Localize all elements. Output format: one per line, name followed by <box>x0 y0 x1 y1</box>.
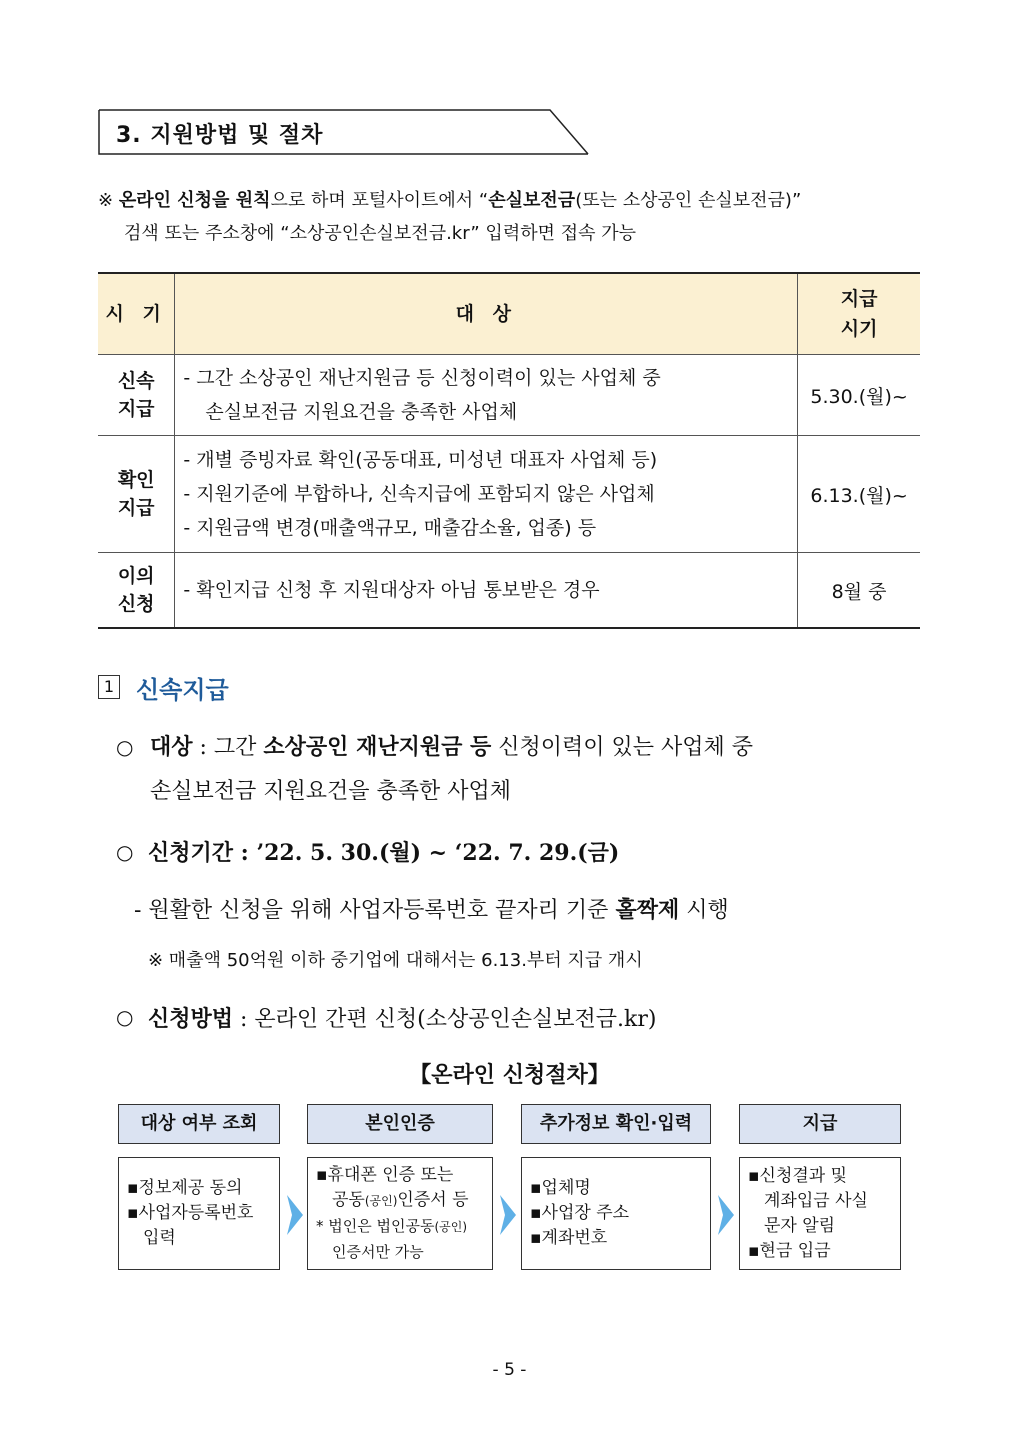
bullet-icon: ○ <box>116 840 134 864</box>
target-label: 대상 <box>150 734 193 760</box>
target-line-1: 대상 : 그간 소상공인 재난지원금 등 신청이력이 있는 사업체 중 <box>150 734 754 760</box>
section-title: 3. 지원방법 및 절차 <box>116 123 324 148</box>
step-1-head: 대상 여부 조회 <box>118 1104 280 1144</box>
step-2-head: 본인인증 <box>307 1104 493 1144</box>
period-cell: 확인 지급 <box>98 436 175 553</box>
notice-text-1: 으로 하며 포털사이트에서 “ <box>270 190 489 211</box>
step-4-head: 지급 <box>739 1104 901 1144</box>
bullet-icon: ○ <box>116 735 134 759</box>
bullet-icon: ○ <box>116 1005 134 1029</box>
section-heading <box>98 108 590 158</box>
application-method: 신청방법 : 온라인 간편 신청(소상공인손실보전금.kr) <box>148 1006 657 1032</box>
period-note: ※ 매출액 50억원 이하 중기업에 대해서는 6.13.부터 지급 개시 <box>148 950 643 971</box>
page-number: - 5 - <box>492 1360 527 1380</box>
table-header-row <box>98 273 920 355</box>
pay-cell: 5.30.(월)~ <box>798 355 920 436</box>
method-label: 신청방법 <box>148 1006 234 1032</box>
pay-cell: 6.13.(월)~ <box>798 436 920 553</box>
notice-bold-1: 온라인 신청을 원칙 <box>118 190 271 211</box>
header-period: 시 기 <box>98 273 175 355</box>
period-cell: 신속 지급 <box>98 355 175 436</box>
notice-line-1 <box>98 184 801 217</box>
target-cell: - 그간 소상공인 재난지원금 등 신청이력이 있는 사업체 중 손실보전금 지원요건을 충족한 사업체 <box>175 355 798 436</box>
notice-line-2: 검색 또는 주소창에 “소상공인손실보전금.kr” 입력하면 접속 가능 <box>124 223 636 244</box>
target-cell: - 개별 증빙자료 확인(공동대표, 미성년 대표자 사업체 등) - 지원기준에 부합하나, 신속지급에 포함되지 않은 사업체 - 지원금액 변경(매출액규모, 매출감소율, 업종) 등 <box>175 436 798 553</box>
flow-title: 【온라인 신청절차】 <box>409 1062 610 1088</box>
header-target: 대 상 <box>175 273 798 355</box>
application-period: 신청기간 : ’22. 5. 30.(월) ~ ‘22. 7. 29.(금) <box>148 840 620 866</box>
pay-cell: 8월 중 <box>798 553 920 629</box>
subsection-number-box: 1 <box>98 675 120 699</box>
step-1-body: ▪정보제공 동의 ▪사업자등록번호 입력 <box>118 1157 280 1270</box>
period-detail: - 원활한 신청을 위해 사업자등록번호 끝자리 기준 홀짝제 시행 <box>134 897 729 923</box>
flow-arrow-icon <box>498 1193 518 1237</box>
step-3-head: 추가정보 확인·입력 <box>521 1104 711 1144</box>
odd-even-bold: 홀짝제 <box>615 897 680 923</box>
table-row <box>98 553 920 629</box>
step-3-body: ▪업체명 ▪사업장 주소 ▪계좌번호 <box>521 1157 711 1270</box>
step-2-body: ▪휴대폰 인증 또는 공동(공인)인증서 등 * 법인은 법인공동(공인) 인증서만 가능 <box>307 1157 493 1270</box>
period-cell: 이의 신청 <box>98 553 175 629</box>
notice-text-2: (또는 소상공인 손실보전금)” <box>575 190 802 211</box>
notice-bold-2: 손실보전금 <box>488 190 576 211</box>
subsection-title: 신속지급 <box>136 676 229 704</box>
table-row <box>98 436 920 553</box>
schedule-table <box>98 272 920 629</box>
target-line-2: 손실보전금 지원요건을 충족한 사업체 <box>150 779 512 804</box>
header-pay-time: 지급 시기 <box>798 273 920 355</box>
flow-arrow-icon <box>716 1193 736 1237</box>
step-4-body: ▪신청결과 및 계좌입금 사실 문자 알림 ▪현금 입금 <box>739 1157 901 1270</box>
notice-mark: ※ <box>98 190 114 211</box>
target-cell: - 확인지급 신청 후 지원대상자 아님 통보받은 경우 <box>175 553 798 629</box>
flow-arrow-icon <box>285 1193 305 1237</box>
table-row <box>98 355 920 436</box>
target-bold: 소상공인 재난지원금 등 <box>263 734 492 760</box>
